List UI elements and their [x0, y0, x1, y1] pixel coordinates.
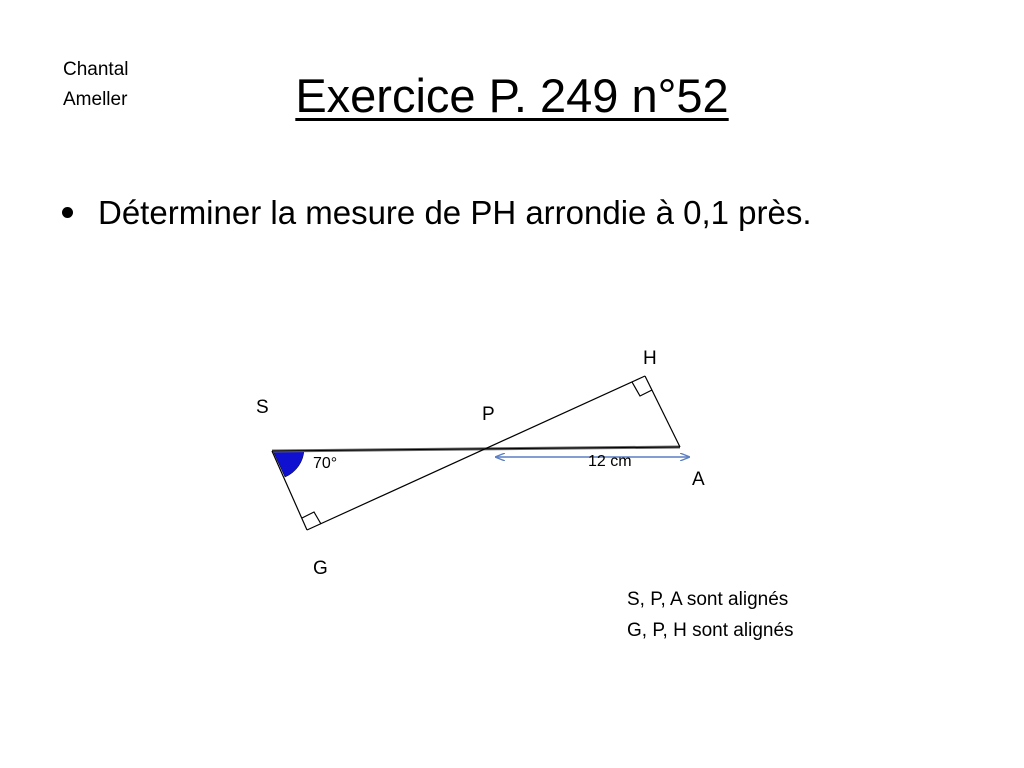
- point-label-A: A: [692, 469, 705, 490]
- right-angle-G-marker: [302, 512, 321, 524]
- point-label-S: S: [256, 397, 269, 418]
- author-last-name: Ameller: [63, 89, 128, 110]
- note-line-2: G, P, H sont alignés: [627, 620, 794, 641]
- angle-label: 70°: [313, 455, 338, 472]
- point-label-G: G: [313, 558, 328, 579]
- length-label: 12 cm: [588, 453, 632, 470]
- bullet-text: Déterminer la mesure de PH arrondie à 0,1 près.: [98, 194, 812, 231]
- segment-HA: [645, 376, 680, 447]
- alignment-notes: [627, 584, 794, 646]
- note-line-1: S, P, A sont alignés: [627, 589, 789, 610]
- point-label-H: H: [643, 348, 657, 369]
- point-label-P: P: [482, 404, 495, 425]
- slide-title-text: Exercice P. 249 n°52: [295, 69, 729, 122]
- author-first-name: Chantal: [63, 59, 129, 80]
